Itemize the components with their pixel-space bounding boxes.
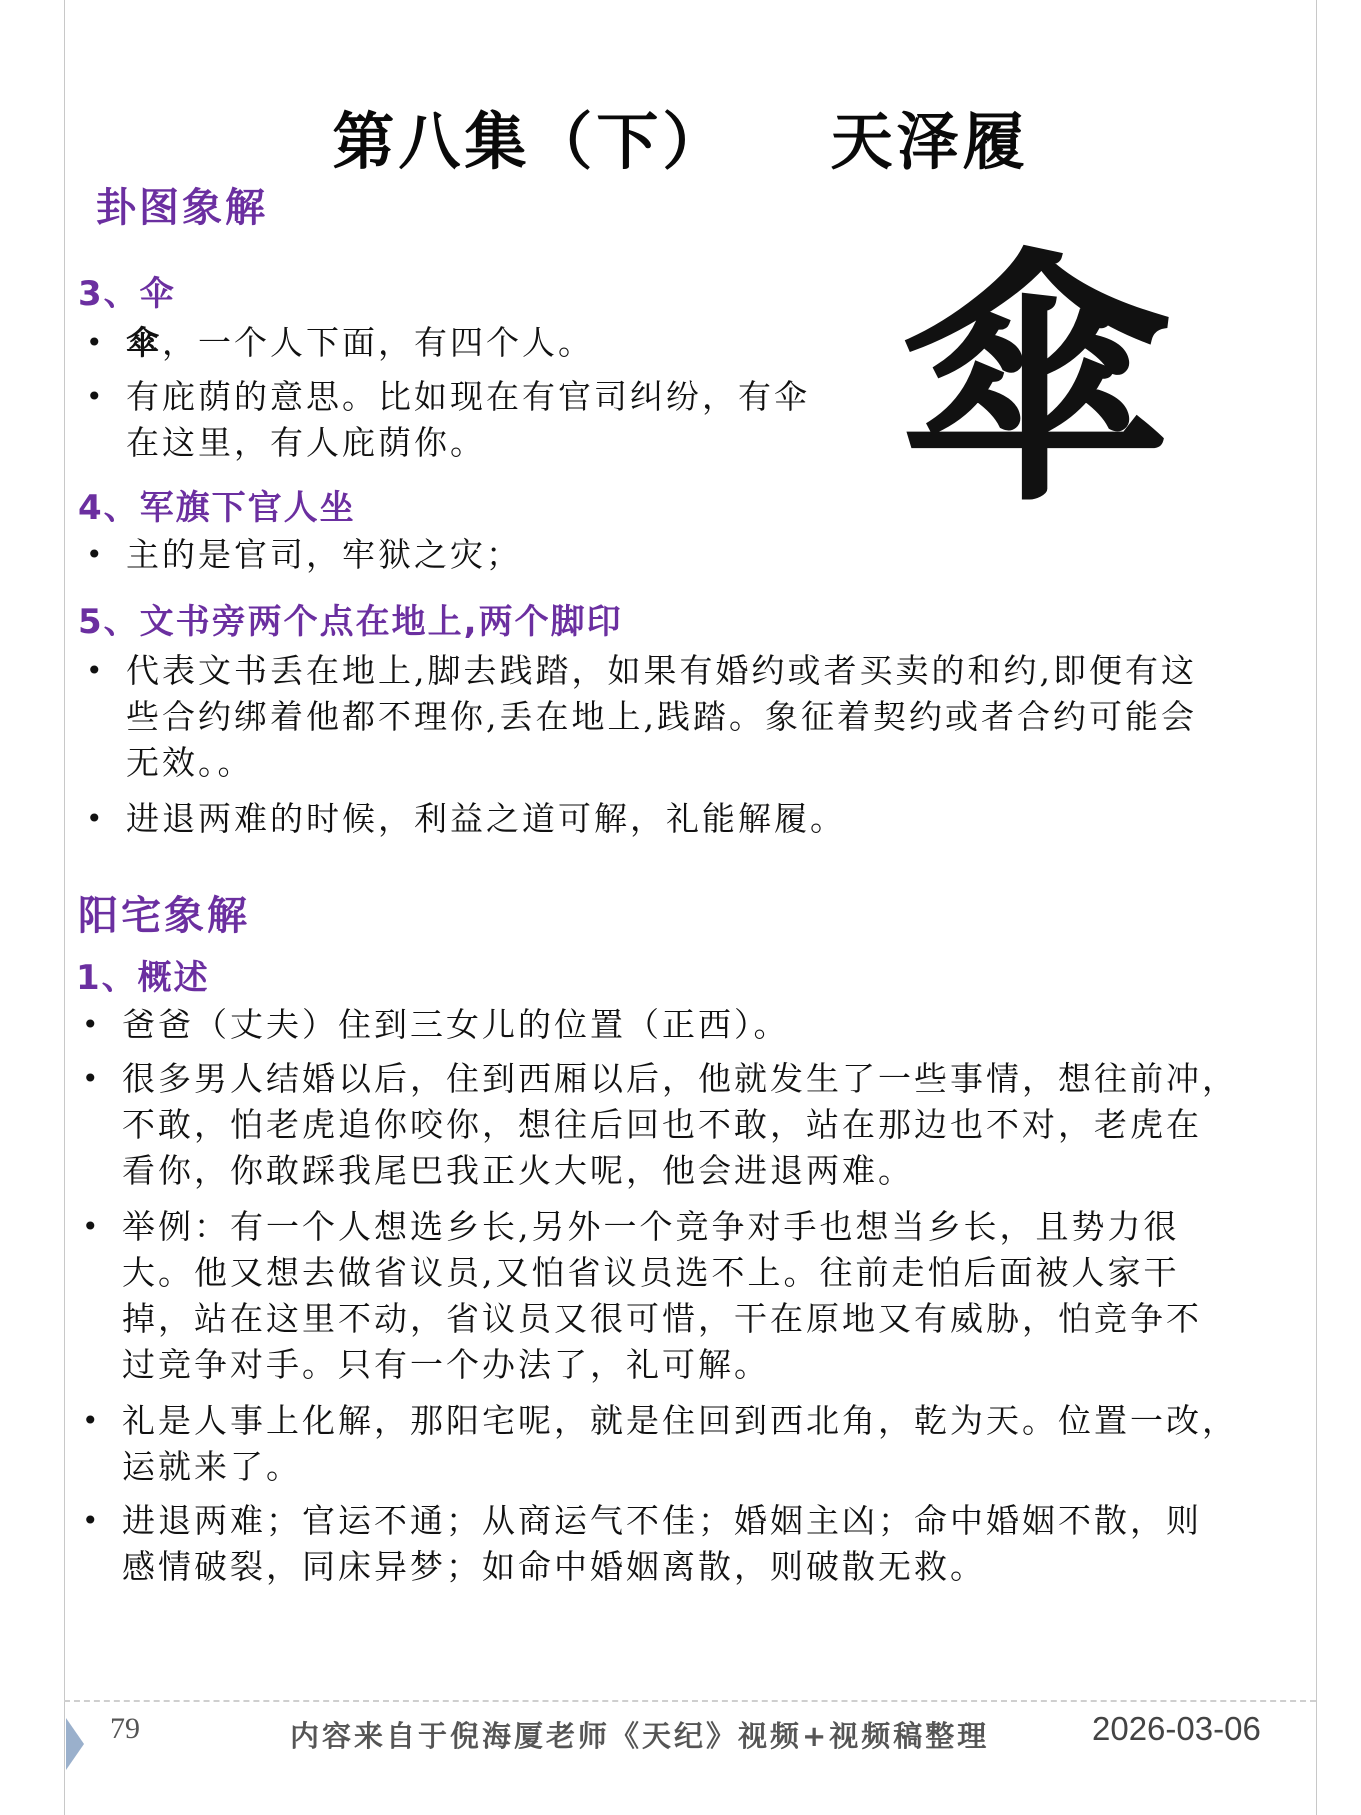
bullet-house-5 <box>82 1498 1312 1590</box>
bullet-flag-1 <box>86 532 1126 578</box>
bullet-line: 大。他又想去做省议员,又怕省议员选不上。往前走怕后面被人家干 <box>122 1253 1180 1292</box>
subheading-umbrella: 3、伞 <box>78 274 176 314</box>
bullet-line: 代表文书丢在地上,脚去践踏，如果有婚约或者买卖的和约,即便有这 <box>126 651 1197 690</box>
bullet-dot: • <box>82 1210 102 1243</box>
bullet-line: 不敢，怕老虎追你咬你，想往后回也不敢，站在那边也不对，老虎在 <box>122 1105 1202 1144</box>
bullet-house-1 <box>82 1002 1312 1048</box>
bullet-document-2 <box>86 796 1306 842</box>
bullet-line: 些合约绑着他都不理你,丢在地上,践踏。象征着契约或者合约可能会 <box>126 697 1197 736</box>
bullet-line: 掉，站在这里不动，省议员又很可惜，干在原地又有威胁，怕竞争不 <box>122 1299 1202 1338</box>
footer-date: 2026-03-06 <box>1092 1710 1261 1747</box>
bullet-dot: • <box>86 802 106 835</box>
bullet-text: 主的是官司，牢狱之灾； <box>126 535 522 574</box>
bullet-line: 感情破裂，同床异梦；如命中婚姻离散，则破散无救。 <box>122 1547 986 1586</box>
section-heading-hexagram: 卦图象解 <box>96 185 268 231</box>
bullet-line: 进退两难；官运不通；从商运气不佳；婚姻主凶；命中婚姻不散，则 <box>122 1501 1202 1540</box>
bullet-dot: • <box>86 326 106 359</box>
page-border-left <box>64 0 65 1815</box>
bullet-dot: • <box>82 1062 102 1095</box>
bullet-document-1 <box>86 648 1306 786</box>
umbrella-char-bold: 傘 <box>126 323 162 362</box>
page-number: 79 <box>110 1712 140 1745</box>
bullet-line: 礼是人事上化解，那阳宅呢，就是住回到西北角，乾为天。位置一改， <box>122 1401 1238 1440</box>
bullet-house-3 <box>82 1204 1312 1388</box>
footer-arrow-icon <box>66 1718 84 1770</box>
bullet-dot: • <box>86 380 106 413</box>
bullet-line: 看你，你敢踩我尾巴我正火大呢，他会进退两难。 <box>122 1151 914 1190</box>
bullet-line: 很多男人结婚以后，住到西厢以后，他就发生了一些事情，想往前冲， <box>122 1059 1238 1098</box>
bullet-line: 过竞争对手。只有一个办法了，礼可解。 <box>122 1345 770 1384</box>
footer-source-note: 内容来自于倪海厦老师《天纪》视频+视频稿整理 <box>290 1719 990 1753</box>
bullet-dot: • <box>82 1008 102 1041</box>
bullet-dot: • <box>86 654 106 687</box>
section-heading-house: 阳宅象解 <box>78 893 250 939</box>
bullet-line: 举例：有一个人想选乡长,另外一个竞争对手也想当乡长，且势力很 <box>122 1207 1180 1246</box>
subheading-overview: 1、概述 <box>76 958 210 998</box>
bullet-text: ，一个人下面，有四个人。 <box>162 323 594 362</box>
bullet-house-2 <box>82 1056 1312 1194</box>
bullet-line: 无效。。 <box>126 743 254 782</box>
bullet-dot: • <box>82 1404 102 1437</box>
bullet-umbrella-1 <box>86 320 866 366</box>
page-title: 第八集（下） 天泽履 <box>332 105 1029 178</box>
page-border-right <box>1316 0 1317 1815</box>
bullet-line: 在这里，有人庇荫你。 <box>126 423 486 462</box>
bullet-dot: • <box>82 1504 102 1537</box>
umbrella-character-glyph <box>895 225 1175 525</box>
bullet-line: 运就来了。 <box>122 1447 302 1486</box>
bullet-umbrella-2 <box>86 374 886 466</box>
bullet-line: 有庇荫的意思。比如现在有官司纠纷，有伞 <box>126 377 810 416</box>
bullet-dot: • <box>86 538 106 571</box>
subheading-flag: 4、军旗下官人坐 <box>78 488 356 528</box>
bullet-text: 爸爸（丈夫）住到三女儿的位置（正西）。 <box>122 1005 790 1044</box>
bullet-house-4 <box>82 1398 1312 1490</box>
bullet-text: 进退两难的时候，利益之道可解，礼能解履。 <box>126 799 846 838</box>
umbrella-character-text: 傘 <box>900 225 1170 525</box>
footer-divider <box>64 1700 1316 1702</box>
subheading-document: 5、文书旁两个点在地上,两个脚印 <box>78 602 623 642</box>
